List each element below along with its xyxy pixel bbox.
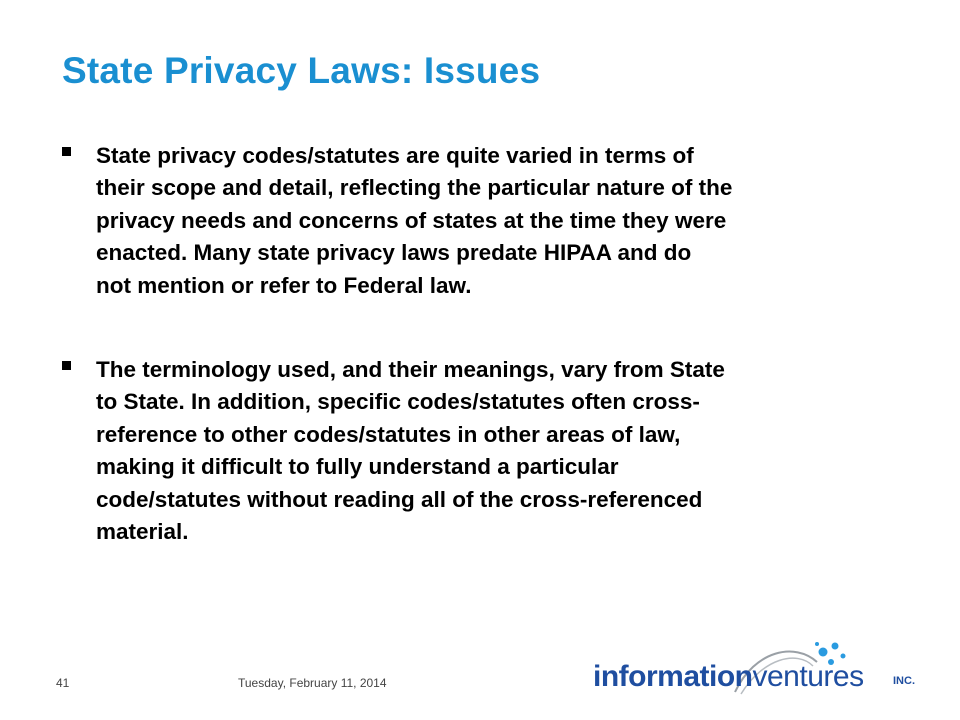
square-bullet-icon (62, 147, 71, 156)
bullet-item (62, 354, 902, 548)
company-logo (585, 640, 930, 700)
page-number: 41 (56, 676, 70, 690)
bullet-text: State privacy codes/statutes are quite varied in terms of their scope and detail, reflecting the particular nature of the privacy needs and concerns of states at the time they were enacted. Many state privacy laws predate HIPAA and do not mention or refer to Federal law. (96, 143, 733, 298)
logo-wordmark (593, 660, 864, 694)
footer-date: Tuesday, February 11, 2014 (238, 676, 387, 690)
logo-inc: INC. (893, 675, 915, 687)
bullet-list (62, 140, 902, 600)
slide-title: State Privacy Laws: Issues (62, 50, 541, 91)
bullet-text: The terminology used, and their meanings, vary from State to State. In addition, specific codes/statutes often cross- reference to other codes/statutes in other areas of law, making it difficult to fully understand a particular code/statutes without reading all of the cross-referenced material. (96, 357, 725, 545)
square-bullet-icon (62, 361, 71, 370)
logo-word-ventures: ventures (752, 660, 864, 693)
logo-word-information: information (593, 660, 753, 693)
bullet-item (62, 140, 902, 302)
